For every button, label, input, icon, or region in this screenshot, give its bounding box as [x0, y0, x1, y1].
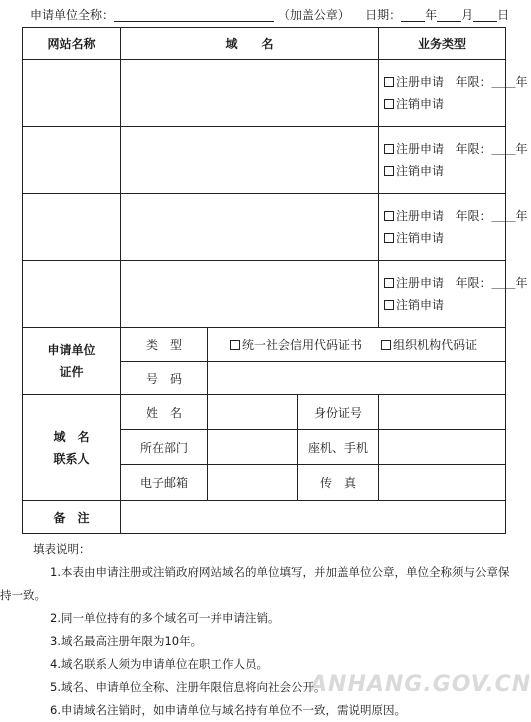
contact-section-label: 域 名联系人: [23, 395, 121, 501]
business-type-cell: [379, 60, 528, 127]
site-name-cell[interactable]: [23, 127, 121, 194]
instruction-item: 3.域名最高注册年限为10年。: [50, 634, 203, 648]
cert-section-label: 申请单位证件: [23, 328, 121, 395]
domain-row: [23, 60, 506, 127]
cancel-option-label: 注销申请: [396, 231, 445, 245]
cert-type-options: [208, 328, 506, 362]
term-label: 年限：＿＿年: [455, 75, 528, 89]
phone-label: 座机、手机: [298, 430, 379, 465]
business-type-cell: [379, 194, 528, 261]
col-site-name: 网站名称: [23, 28, 121, 60]
id-label: 身份证号: [298, 395, 379, 430]
domain-cell[interactable]: [121, 261, 379, 328]
domain-cell[interactable]: [121, 60, 379, 127]
email-label: 电子邮箱: [121, 465, 208, 501]
business-type-cell: [379, 127, 528, 194]
day-label: 日: [497, 8, 510, 22]
fax-label: 传 真: [298, 465, 379, 501]
year-label: 年: [425, 8, 438, 22]
instruction-item: 1.本表由申请注册或注销政府网站域名的单位填写，并加盖单位公章，单位全称须与公章保持一致。: [0, 565, 510, 602]
register-option[interactable]: [379, 71, 528, 93]
register-option-label: 注册申请: [396, 209, 445, 223]
register-option[interactable]: [379, 138, 528, 160]
seal-note: （加盖公章）: [277, 8, 350, 22]
domain-row: [23, 194, 506, 261]
cert-option-org-code[interactable]: 组织机构代码证: [393, 338, 478, 352]
org-name-label: 申请单位全称：: [30, 8, 115, 22]
remarks-row: [23, 501, 506, 534]
register-option[interactable]: [379, 272, 528, 294]
cert-type-label: 类 型: [121, 328, 208, 362]
date-label: 日期：: [365, 8, 402, 22]
email-field[interactable]: [208, 465, 298, 501]
register-option-label: 注册申请: [396, 75, 445, 89]
application-form-table: [22, 27, 528, 534]
col-domain: 域 名: [121, 28, 379, 60]
dept-field[interactable]: [208, 430, 298, 465]
instructions-title: 填表说明：: [33, 542, 91, 556]
term-label: 年限：＿＿年: [455, 276, 528, 290]
cancel-option[interactable]: [379, 227, 505, 249]
site-name-cell[interactable]: [23, 60, 121, 127]
name-field[interactable]: [208, 395, 298, 430]
domain-row: [23, 261, 506, 328]
id-field[interactable]: [379, 395, 506, 430]
org-name-field[interactable]: [114, 9, 274, 22]
term-label: 年限：＿＿年: [455, 142, 528, 156]
checkbox[interactable]: [384, 99, 394, 109]
site-name-cell[interactable]: [23, 194, 121, 261]
month-label: 月: [461, 8, 474, 22]
dept-label: 所在部门: [121, 430, 208, 465]
contact-row-1: [23, 395, 506, 430]
checkbox[interactable]: [384, 144, 394, 154]
instruction-item: 4.域名联系人须为申请单位在职工作人员。: [50, 657, 268, 671]
day-field[interactable]: [473, 9, 497, 22]
fax-field[interactable]: [379, 465, 506, 501]
checkbox[interactable]: [384, 278, 394, 288]
instruction-item: 2.同一单位持有的多个域名可一并申请注销。: [50, 611, 280, 625]
register-option-label: 注册申请: [396, 276, 445, 290]
domain-row: [23, 127, 506, 194]
site-name-cell[interactable]: [23, 261, 121, 328]
form-header: [30, 6, 509, 24]
business-type-cell: [379, 261, 528, 328]
cancel-option[interactable]: [379, 160, 505, 182]
name-label: 姓 名: [121, 395, 208, 430]
col-business-type: 业务类型: [379, 28, 506, 60]
cert-number-label: 号 码: [121, 362, 208, 395]
cancel-option-label: 注销申请: [396, 164, 445, 178]
month-field[interactable]: [437, 9, 461, 22]
checkbox[interactable]: [381, 340, 391, 350]
cert-type-row: [23, 328, 506, 362]
phone-field[interactable]: [379, 430, 506, 465]
cancel-option[interactable]: [379, 93, 505, 115]
remarks-label: 备 注: [23, 501, 121, 534]
instruction-item: 5.域名、申请单位全称、注册年限信息将向社会公开。: [50, 680, 326, 694]
checkbox[interactable]: [384, 166, 394, 176]
cancel-option-label: 注销申请: [396, 97, 445, 111]
instruction-item: 6.申请域名注销时，如申请单位与域名持有单位不一致，需说明原因。: [50, 703, 406, 717]
table-header-row: [23, 28, 506, 60]
remarks-field[interactable]: [121, 501, 506, 534]
year-field[interactable]: [401, 9, 425, 22]
domain-cell[interactable]: [121, 194, 379, 261]
cancel-option-label: 注销申请: [396, 298, 445, 312]
checkbox[interactable]: [384, 300, 394, 310]
register-option[interactable]: [379, 205, 528, 227]
term-label: 年限：＿＿年: [455, 209, 528, 223]
checkbox[interactable]: [230, 340, 240, 350]
register-option-label: 注册申请: [396, 142, 445, 156]
cancel-option[interactable]: [379, 294, 505, 316]
cert-number-field[interactable]: [208, 362, 506, 395]
checkbox[interactable]: [384, 211, 394, 221]
domain-cell[interactable]: [121, 127, 379, 194]
cert-option-credit-code[interactable]: 统一社会信用代码证书: [242, 338, 363, 352]
watermark: ANHANG.GOV.CN: [310, 672, 531, 697]
checkbox[interactable]: [384, 233, 394, 243]
checkbox[interactable]: [384, 77, 394, 87]
